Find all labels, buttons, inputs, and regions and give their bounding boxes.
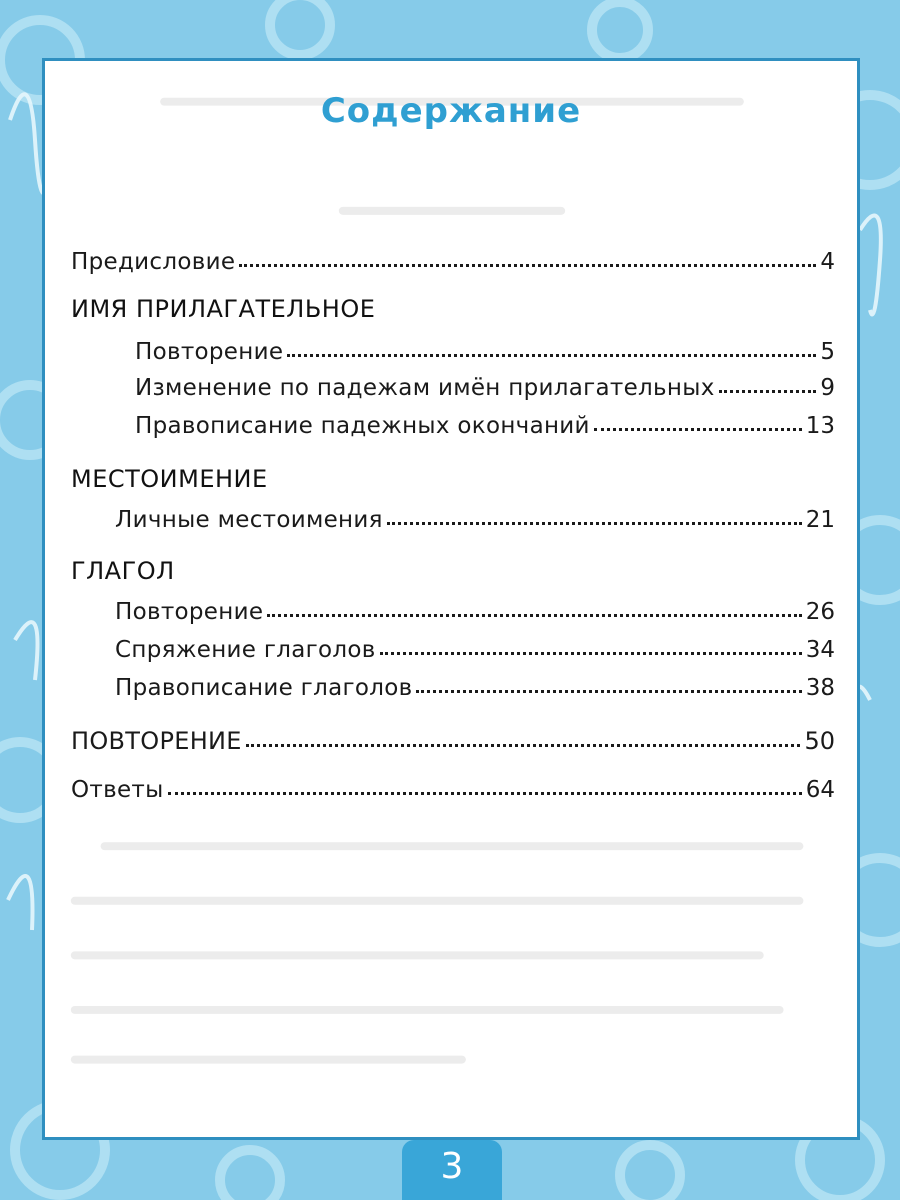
toc-entry-label: Ответы (71, 777, 164, 803)
toc-entry-label: Спряжение глаголов (115, 637, 376, 663)
section-heading-verb: ГЛАГОЛ (71, 557, 175, 585)
section-heading-pronoun: МЕСТОИМЕНИЕ (71, 465, 268, 493)
leader-dots (719, 386, 817, 393)
toc-entry-label: Повторение (115, 599, 264, 625)
toc-entry-page: 38 (805, 675, 835, 701)
toc-entry-answers[interactable] (71, 777, 835, 803)
toc-entry-verb-conjugation[interactable] (115, 637, 835, 663)
toc-entry-page: 13 (805, 413, 835, 439)
leader-dots (246, 740, 801, 747)
toc-entry-adjective-review[interactable] (135, 339, 835, 365)
toc-entry-label: Повторение (135, 339, 284, 365)
leader-dots (267, 610, 801, 617)
toc-entry-preface[interactable] (71, 249, 835, 275)
leader-dots (380, 648, 802, 655)
leader-dots (387, 518, 802, 525)
toc-entry-verb-review[interactable] (115, 599, 835, 625)
toc-entry-page: 4 (820, 249, 835, 275)
toc-entry-page: 26 (805, 599, 835, 625)
toc-entry-label: Правописание глаголов (115, 675, 413, 701)
toc-entry-label: Изменение по падежам имён прилагательных (135, 375, 715, 401)
leader-dots (287, 350, 816, 357)
leader-dots (168, 788, 802, 795)
leader-dots (239, 260, 816, 267)
page-title: Содержание (320, 91, 582, 131)
page-number-tab (402, 1140, 502, 1200)
toc-entry-page: 34 (805, 637, 835, 663)
toc-entry-page: 21 (805, 507, 835, 533)
leader-dots (594, 424, 802, 431)
toc-entry-label: Предисловие (71, 249, 236, 275)
leader-dots (416, 686, 801, 693)
toc-entry-personal-pronouns[interactable] (115, 507, 835, 533)
content-page (42, 58, 860, 1140)
toc-entry-adjective-declension[interactable] (135, 375, 835, 401)
toc-entry-page: 64 (805, 777, 835, 803)
toc-entry-adjective-spelling[interactable] (135, 413, 835, 439)
toc-entry-verb-spelling[interactable] (115, 675, 835, 701)
toc-entry-final-review[interactable] (71, 727, 835, 755)
toc-entry-page: 9 (820, 375, 835, 401)
toc-entry-label: Правописание падежных окончаний (135, 413, 590, 439)
toc-entry-page: 5 (820, 339, 835, 365)
page-number: 3 (440, 1146, 464, 1187)
toc-entry-label: Личные местоимения (115, 507, 383, 533)
toc-entry-page: 50 (804, 727, 835, 755)
section-heading-adjective: ИМЯ ПРИЛАГАТЕЛЬНОЕ (71, 295, 376, 323)
toc-entry-label: ПОВТОРЕНИЕ (71, 727, 242, 755)
